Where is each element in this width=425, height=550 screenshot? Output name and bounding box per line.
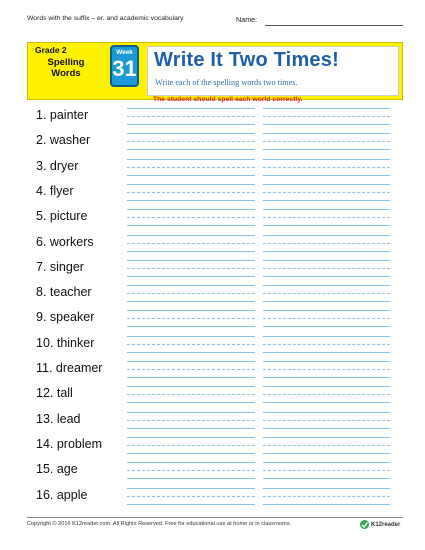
word-row [36, 256, 396, 281]
top-line [127, 209, 255, 210]
top-line [263, 209, 390, 210]
writing-lines-second[interactable] [263, 231, 390, 253]
mid-line [127, 167, 255, 168]
writing-lines-first[interactable] [127, 155, 255, 177]
top-line [263, 310, 390, 311]
spelling-word: 5. picture [36, 209, 88, 224]
top-line [127, 462, 255, 463]
word-row [36, 104, 396, 129]
spelling-words-label: Spelling Words [47, 57, 85, 79]
spelling-word: 10. thinker [36, 335, 95, 350]
base-line [263, 124, 390, 125]
mid-line [263, 496, 390, 497]
base-line [263, 326, 390, 327]
base-line [127, 478, 255, 479]
mid-line [127, 420, 255, 421]
base-line [127, 504, 255, 505]
top-line [127, 437, 255, 438]
writing-lines-second[interactable] [263, 382, 390, 404]
writing-lines-first[interactable] [127, 433, 255, 455]
top-line [263, 462, 390, 463]
mid-line [127, 318, 255, 319]
writing-lines-second[interactable] [263, 256, 390, 278]
spelling-word: 3. dryer [36, 158, 79, 173]
top-line [127, 336, 255, 337]
top-meta [27, 14, 403, 28]
spelling-word: 1. painter [36, 108, 89, 122]
top-line [127, 285, 255, 286]
logo-icon [359, 519, 370, 530]
word-row [36, 205, 396, 230]
mid-line [263, 344, 390, 345]
mid-line [127, 394, 255, 395]
instruction-note: The student should spell each world correctly. [153, 96, 303, 103]
base-line [263, 175, 390, 176]
writing-lines-second[interactable] [263, 484, 390, 506]
mid-line [127, 192, 255, 193]
week-label: Week [116, 49, 133, 56]
writing-lines-second[interactable] [263, 155, 390, 177]
mid-line [127, 496, 255, 497]
name-label: Name: [236, 15, 258, 24]
top-line [263, 133, 390, 134]
mid-line [263, 420, 390, 421]
base-line [263, 276, 390, 277]
base-line [263, 478, 390, 479]
base-line [127, 251, 255, 252]
worksheet-subtitle: Write each of the spelling words two times. [155, 78, 298, 87]
word-row [36, 484, 396, 509]
writing-lines-first[interactable] [127, 205, 255, 227]
mid-line [263, 141, 390, 142]
base-line [263, 225, 390, 226]
mid-line [263, 192, 390, 193]
mid-line [263, 217, 390, 218]
base-line [127, 149, 255, 150]
top-line [127, 310, 255, 311]
base-line [263, 453, 390, 454]
worksheet-header [27, 42, 403, 100]
base-line [127, 453, 255, 454]
base-line [263, 149, 390, 150]
top-line [127, 235, 255, 236]
worksheet-subject: Words with the suffix – er. and academic vocabulary [27, 15, 184, 22]
writing-lines-second[interactable] [263, 332, 390, 354]
writing-lines-first[interactable] [127, 180, 255, 202]
word-row [36, 458, 396, 483]
top-line [127, 159, 255, 160]
word-row [36, 129, 396, 154]
top-line [127, 184, 255, 185]
footer-divider [27, 517, 403, 518]
writing-lines-second[interactable] [263, 104, 390, 126]
base-line [127, 352, 255, 353]
name-line[interactable] [265, 25, 403, 26]
top-line [127, 260, 255, 261]
base-line [127, 175, 255, 176]
base-line [263, 402, 390, 403]
word-row [36, 408, 396, 433]
top-line [127, 386, 255, 387]
mid-line [127, 116, 255, 117]
k12reader-logo [359, 518, 407, 532]
writing-lines-second[interactable] [263, 357, 390, 379]
mid-line [127, 470, 255, 471]
top-line [263, 285, 390, 286]
mid-line [127, 243, 255, 244]
title-panel [147, 46, 399, 96]
base-line [263, 251, 390, 252]
writing-lines-first[interactable] [127, 484, 255, 506]
week-number: 31 [112, 56, 137, 81]
grade-label: Grade 2 [35, 45, 67, 55]
writing-lines-second[interactable] [263, 129, 390, 151]
writing-lines-first[interactable] [127, 231, 255, 253]
grade-box [28, 43, 103, 99]
writing-lines-second[interactable] [263, 458, 390, 480]
base-line [127, 428, 255, 429]
base-line [127, 377, 255, 378]
base-line [263, 352, 390, 353]
name-field[interactable] [236, 15, 403, 27]
writing-lines-first[interactable] [127, 281, 255, 303]
spelling-word: 15. age [36, 462, 78, 477]
base-line [263, 377, 390, 378]
mid-line [127, 344, 255, 345]
writing-lines-second[interactable] [263, 281, 390, 303]
top-line [263, 386, 390, 387]
top-line [263, 235, 390, 236]
writing-lines-first[interactable] [127, 458, 255, 480]
writing-lines-second[interactable] [263, 433, 390, 455]
spelling-word: 9. speaker [36, 310, 95, 325]
word-row [36, 231, 396, 256]
base-line [263, 200, 390, 201]
top-line [263, 260, 390, 261]
mid-line [263, 167, 390, 168]
mid-line [263, 369, 390, 370]
top-line [263, 336, 390, 337]
mid-line [127, 141, 255, 142]
writing-lines-first[interactable] [127, 306, 255, 328]
spelling-word: 11. dreamer [36, 361, 103, 375]
top-line [263, 412, 390, 413]
top-line [263, 108, 390, 109]
base-line [263, 504, 390, 505]
spelling-word: 12. tall [36, 386, 73, 401]
top-line [263, 437, 390, 438]
mid-line [127, 293, 255, 294]
writing-lines-second[interactable] [263, 408, 390, 430]
base-line [263, 428, 390, 429]
top-line [127, 361, 255, 362]
base-line [263, 301, 390, 302]
writing-lines-first[interactable] [127, 256, 255, 278]
base-line [127, 276, 255, 277]
writing-lines-second[interactable] [263, 205, 390, 227]
writing-lines-first[interactable] [127, 408, 255, 430]
mid-line [263, 293, 390, 294]
base-line [127, 402, 255, 403]
word-row [36, 332, 396, 357]
top-line [263, 361, 390, 362]
word-list [36, 104, 396, 504]
logo-text: K12reader [371, 522, 401, 528]
writing-lines-first[interactable] [127, 357, 255, 379]
writing-lines-second[interactable] [263, 180, 390, 202]
copyright-text: Copyright © 2016 K12reader.com. All Rights Reserved. Free for educational use at home or in classrooms. [27, 521, 292, 527]
base-line [127, 326, 255, 327]
mid-line [263, 470, 390, 471]
writing-lines-second[interactable] [263, 306, 390, 328]
week-badge [110, 45, 139, 87]
spelling-word: 8. teacher [36, 285, 92, 300]
word-row [36, 281, 396, 306]
spelling-word: 14. problem [36, 436, 103, 451]
spelling-word: 13. lead [36, 411, 81, 426]
writing-lines-first[interactable] [127, 104, 255, 126]
worksheet-title: Write It Two Times! [154, 49, 339, 71]
word-row [36, 306, 396, 331]
base-line [127, 200, 255, 201]
top-line [127, 412, 255, 413]
mid-line [263, 268, 390, 269]
spelling-word: 2. washer [36, 133, 91, 148]
writing-lines-first[interactable] [127, 129, 255, 151]
word-row [36, 382, 396, 407]
mid-line [263, 394, 390, 395]
mid-line [263, 116, 390, 117]
spelling-word: 4. flyer [36, 183, 74, 198]
writing-lines-first[interactable] [127, 382, 255, 404]
mid-line [127, 369, 255, 370]
top-line [263, 159, 390, 160]
mid-line [263, 243, 390, 244]
word-row [36, 433, 396, 458]
mid-line [263, 318, 390, 319]
top-line [127, 488, 255, 489]
writing-lines-first[interactable] [127, 332, 255, 354]
mid-line [127, 217, 255, 218]
spelling-word: 6. workers [36, 234, 94, 249]
top-line [263, 184, 390, 185]
mid-line [127, 268, 255, 269]
top-line [127, 133, 255, 134]
top-line [127, 108, 255, 109]
base-line [127, 225, 255, 226]
word-row [36, 180, 396, 205]
word-row [36, 357, 396, 382]
base-line [127, 124, 255, 125]
word-row [36, 155, 396, 180]
mid-line [127, 445, 255, 446]
spelling-word: 7. singer [36, 259, 84, 274]
top-line [263, 488, 390, 489]
base-line [127, 301, 255, 302]
mid-line [263, 445, 390, 446]
spelling-word: 16. apple [36, 487, 88, 502]
